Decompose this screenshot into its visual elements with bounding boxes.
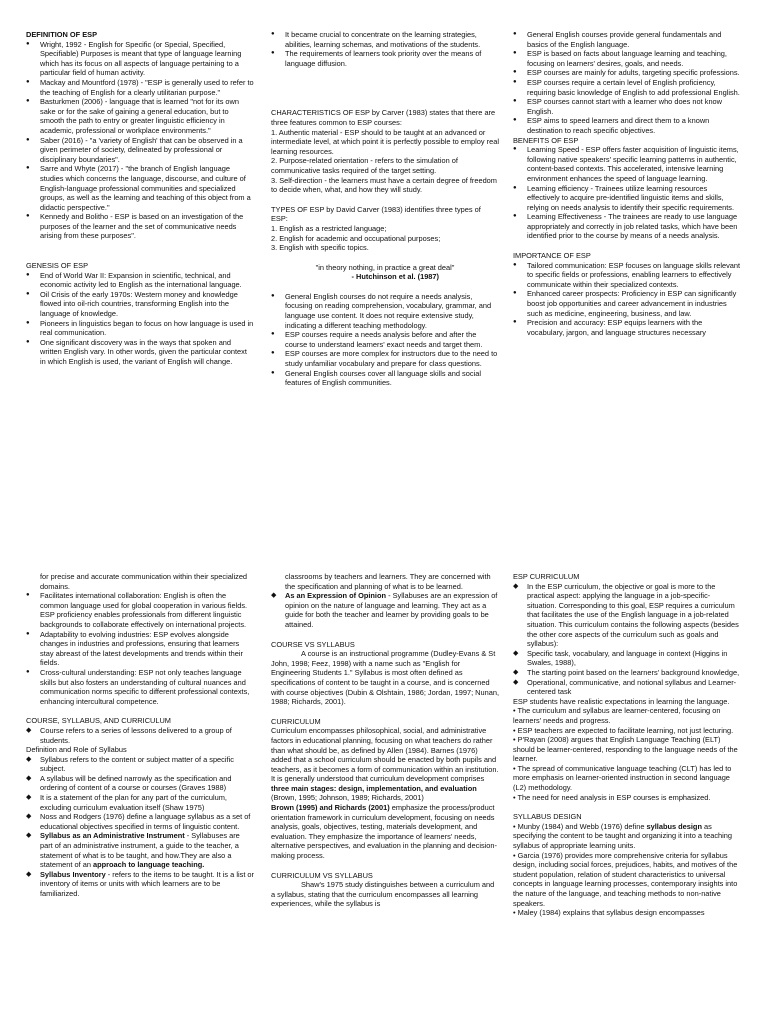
column-2-top (271, 30, 499, 388)
list-item: ● Learning Speed - ESP offers faster acquisition of linguistic items, following native speakers' specific learning patterns in authentic, content-based contexts. This accelerated, intensive learning environment enhances the speed of language learning. (513, 145, 741, 183)
list-item: ● End of World War II: Expansion in scientific, technical, and economic activity led to English as the international language. (26, 271, 254, 290)
characteristic-3: 3. Self-direction - the learners must have a certain degree of freedom to decide when, what, and how they will study. (271, 175, 497, 195)
expectations-block (513, 697, 741, 803)
maley-text: • Maley (1984) explains that syllabus design encompasses (513, 908, 705, 918)
genesis-list (26, 271, 254, 367)
types-intro: TYPES OF ESP by David Carver (1983) identifies three types of ESP: (271, 204, 481, 224)
section-heading-benefits: BENEFITS OF ESP (513, 135, 579, 145)
list-item: ● Learning efficiency - Trainees utilize learning resources effectively to acquire pre-identified linguistic items and skills, relying on needs analysis to identify their specific requirements. (513, 184, 741, 213)
list-item-opinion: ◆ As an Expression of Opinion - Syllabuses are an expression of opinion on the nature of language and learning. They act as a guide for both the teacher and learner by providing goals to be attained. (271, 591, 499, 629)
opinion-list (271, 591, 499, 629)
list-item: ◆ It is a statement of the plan for any part of the curriculum, excluding curriculum evaluation itself (Shaw 1975) (26, 793, 254, 812)
list-item: ● Enhanced career prospects: Proficiency in ESP can significantly boost job opportunities and career advancement in industries such as medicine, engineering, business, and law. (513, 289, 741, 318)
list-item: ● Facilitates international collaboration: English is often the common language used for global cooperation in various fields. ESP proficiency enables professionals from different linguistic backgrounds to collaborate effectively on international projects. (26, 591, 254, 629)
list-item: ● Oil Crisis of the early 1970s: Western money and knowledge flowed into oil-rich countries, transforming English into the language of knowledge. (26, 290, 254, 319)
list-item: ● Adaptability to evolving industries: ESP evolves alongside changes in industries and professions, ensuring that learners stay abreast of the latest developments and trends within their fields. (26, 630, 254, 668)
characteristic-1: 1. Authentic material - ESP should to be taught at an advanced or intermediate level, at which point it is perfectly possible to employ real learning resources. (271, 127, 499, 156)
list-item: ◆ Noss and Rodgers (1976) define a language syllabus as a set of educational objectives specified in terms of linguistic content. (26, 812, 254, 831)
list-item: ● General English courses provide general fundamentals and basics of the English language. (513, 30, 741, 49)
column-1-bottom (26, 572, 254, 899)
list-item: ● ESP courses cannot start with a learner who does not know English. (513, 97, 741, 116)
curriculum-text-2: Brown (1995) and Richards (2001) emphasize the process/product orientation framework in curriculum development, focusing on needs analysis, goals, objectives, testing, materials development, and evaluation. They emphasize the importance of learners' needs, alternative perspectives, and evaluation in the planning and decision-making process. (271, 803, 497, 861)
type-2: 2. English for academic and occupational purposes; (271, 233, 441, 243)
list-item: ● The requirements of learners took priority over the means of language diffusion. (271, 49, 499, 68)
list-item: ● ESP courses are more complex for instructors due to the need to study unfamiliar vocabulary and prepare for class questions. (271, 349, 499, 368)
list-item: ● Sarre and Whyte (2017) - "the branch of English language studies which concerns the language, discourse, and culture of English-language professional communities and specialized groups, as well as the learning and teaching of this object from a didactic perspective." (26, 164, 254, 212)
list-item: ◆ The starting point based on the learners' background knowledge, (513, 668, 741, 678)
garcia-text: • Garcia (1976) provides more comprehensive criteria for syllabus design, including social forces, prejudices, habits, and motives of the student population, relation of student characteristics to universal concepts in language learning processes, contemporary insights into the nature of the language, and teaching methods to non-native speakers. (513, 850, 738, 908)
continuation-list (271, 30, 499, 68)
characteristics-intro: CHARACTERISTICS OF ESP by Carver (1983) states that there are three features common to ESP courses: (271, 108, 496, 127)
curriculum-text: Curriculum encompasses philosophical, social, and administrative factors in educational planning, focusing on what teachers do rather than what should be, as defined by Allen (1984). Barnes (1976) added that a school curriculum should be enacted by both pupils and teachers, as it becomes a form of communication within an institution. It is generally understood that curriculum development comprises three main stages: design, implementation, and evaluation (Brown, 1995; Johnson, 1989; Richards, 2001) (271, 726, 499, 803)
list-item: ◆ A syllabus will be defined narrowly as the specification and ordering of content of a course or courses (Graves 1988) (26, 774, 254, 793)
importance-list (513, 261, 741, 338)
course-list (26, 726, 254, 745)
column-2-bottom (271, 572, 499, 909)
list-item: ● Kennedy and Bolitho - ESP is based on an investigation of the purposes of the learner and the set of communicative needs arising from these purposes". (26, 212, 254, 241)
list-item: ● General English courses cover all language skills and social features of English communities. (271, 369, 499, 388)
quote: "in theory nothing, in practice a great deal" (315, 262, 455, 272)
section-heading-curriculum-vs-syllabus: CURRICULUM VS SYLLABUS (271, 870, 373, 880)
munby-text: • Munby (1984) and Webb (1976) define syllabus design as specifying the content to be taught and organizing it into a teaching syllabus of appropriate learning units. (513, 821, 732, 851)
type-1: 1. English as a restricted language; (271, 223, 387, 233)
curriculum-vs-syllabus-text: Shaw's 1975 study distinguishes between a curriculum and a syllabus, stating that the curriculum encompasses all learning experiences, while the syllabus is (271, 880, 495, 909)
list-item: ◆ Operational, communicative, and notional syllabus and Learner-centered task (513, 678, 741, 697)
course-vs-syllabus-text: A course is an instructional programme (Dudley-Evans & St John, 1998; Feez, 1998) with a name such as "English for Engineering Students 1." Syllabus is most often defined as specifications of content to be taught in a course, and is concerned with course objectives (Dubin & Olshtain, 1986; Jordan, 1997; Nunan, 1988; Richards, 2001). (271, 649, 500, 707)
list-item: ● Basturkmen (2006) - language that is learned "not for its own sake or for the sake of gaining a general education, but to smooth the path to entry or greater linguistic efficiency in academic, professional or workplace environments." (26, 97, 254, 135)
type-3: 3. English with specific topics. (271, 243, 369, 253)
list-item: ● General English courses do not require a needs analysis, focusing on reading comprehension, vocabulary, grammar, and language use content. It does not require extensive study, indicating a different teaching methodology. (271, 292, 499, 330)
section-heading-importance: IMPORTANCE OF ESP (513, 251, 591, 261)
list-item: ● ESP courses require a needs analysis before and after the course to understand learners' exact needs and target them. (271, 330, 499, 349)
comparison-list (271, 292, 499, 388)
section-heading-course-vs-syllabus: COURSE VS SYLLABUS (271, 639, 355, 649)
list-item: ● ESP is based on facts about language learning and teaching, focusing on learners' desires, goals, and needs. (513, 49, 741, 68)
importance-list-cont (26, 591, 254, 706)
benefits-list (513, 145, 741, 241)
list-item-inventory: ◆ Syllabus Inventory - refers to the items to be taught. It is a list or inventory of items or units with which learners are to be familiarized. (26, 870, 254, 899)
list-item: ● ESP courses require a certain level of English proficiency, requiring basic knowledge of English to add professional English. (513, 78, 741, 97)
continued-text: for precise and accurate communication within their specialized domains. (40, 572, 248, 591)
quote-source: - Hutchinson et al. (1987) (351, 272, 439, 282)
section-heading-curriculum: CURRICULUM (271, 716, 321, 726)
list-item: ● ESP aims to speed learners and direct them to a known destination to reach specific objectives. (513, 116, 741, 135)
section-heading-genesis: GENESIS OF ESP (26, 261, 89, 271)
expectation-line: • P'Rayan (2008) argues that English Language Teaching (ELT) should be learner-centered, responding to the language needs of the learner. (513, 735, 738, 764)
esp-curriculum-list (513, 582, 741, 697)
syllabus-definition-heading: Definition and Role of Syllabus (26, 745, 127, 755)
list-item: ● Learning Effectiveness - The trainees are ready to use language appropriately and correctly in job related tasks, which have been identified prior to the course by means of a needs analysis. (513, 212, 741, 241)
list-item: ● Precision and accuracy: ESP equips learners with the vocabulary, jargon, and language structures necessary (513, 318, 741, 337)
column-3-top (513, 30, 741, 337)
list-item: ● ESP courses are mainly for adults, targeting specific professions. (513, 68, 741, 78)
list-item: ◆ In the ESP curriculum, the objective or goal is more to the practical aspect: applying the language in a job-specific- situation. Corresponding to this goal, ESP requires a curriculum that facilitates the use of the English language in a job-related situation. This curriculum contains the following aspects (besides the other core aspects of the curriculum such as goals and syllabus): (513, 582, 741, 649)
continued-text: classrooms by teachers and learners. They are concerned with the specification and planning of what is to be learned. (285, 572, 491, 591)
list-item: ● One significant discovery was in the ways that spoken and written English vary. In other words, given the particular context in which English is used, the variant of English will change. (26, 338, 254, 367)
characteristic-2: 2. Purpose-related orientation - refers to the simulation of communicative tasks required of the target setting. (271, 156, 458, 175)
definition-list (26, 40, 254, 241)
section-heading-course-syllabus-curriculum: COURSE, SYLLABUS, AND CURRICULUM (26, 716, 171, 726)
list-item: ● Saber (2016) - "a 'variety of English' that can be observed in a given perimeter of society, delineated by professional or disciplinary boundaries". (26, 136, 254, 165)
list-item: ● Wright, 1992 - English for Specific (or Special, Specified, Specifiable) Purposes is meant that type of language learning which has its focus on all aspects of language pertaining to a particular field of human activity. (26, 40, 254, 78)
expectation-line: • The curriculum and syllabus are learner-centered, focusing on learners' needs and progress. (513, 706, 721, 725)
expectation-line: • ESP teachers are expected to facilitate learning, not just lecturing. (513, 725, 734, 735)
syllabus-bold-list (26, 831, 254, 898)
list-item-admin: ◆ Syllabus as an Administrative Instrument - Syllabuses are part of an administrative instrument, a guide to the teacher, a statement of what is to be taught, and how.They are also a statement of an approach to language teaching. (26, 831, 254, 869)
expectation-line: • The spread of communicative language teaching (CLT) has led to more emphasis on learner-oriented instruction in second language (L2) methodology. (513, 763, 732, 793)
list-item: ● Pioneers in linguistics began to focus on how language is used in real communication. (26, 319, 254, 338)
list-item: ◆ Specific task, vocabulary, and language in context (Higgins in Swales, 1988), (513, 649, 741, 668)
comparison-list-cont (513, 30, 741, 136)
section-heading-esp-curriculum: ESP CURRICULUM (513, 572, 580, 581)
section-heading-definition: DEFINITION OF ESP (26, 30, 98, 39)
section-heading-syllabus-design: SYLLABUS DESIGN (513, 812, 582, 822)
column-3-bottom (513, 572, 741, 918)
list-item: ◆ Syllabus refers to the content or subject matter of a specific subject. (26, 755, 254, 774)
list-item: ◆ Course refers to a series of lessons delivered to a group of students. (26, 726, 254, 745)
list-item: ● Cross-cultural understanding: ESP not only teaches language skills but also fosters an understanding of cultural nuances and communication norms specific to different professional contexts, enhancing intercultural competence. (26, 668, 254, 706)
list-item: ● It became crucial to concentrate on the learning strategies, abilities, learning schemas, and motivations of the students. (271, 30, 499, 49)
list-item: ● Tailored communication: ESP focuses on language skills relevant to specific fields or professions, enabling learners to effectively communicate within their specialized contexts. (513, 261, 741, 290)
column-1-top (26, 30, 254, 367)
expectation-line: ESP students have realistic expectations in learning the language. (513, 696, 730, 706)
expectation-line: • The need for need analysis in ESP courses is emphasized. (513, 792, 711, 802)
list-item: ● Mackay and Mountford (1978) - "ESP is generally used to refer to the teaching of English for a clearly utilitarian purpose." (26, 78, 254, 97)
syllabus-list (26, 755, 254, 832)
